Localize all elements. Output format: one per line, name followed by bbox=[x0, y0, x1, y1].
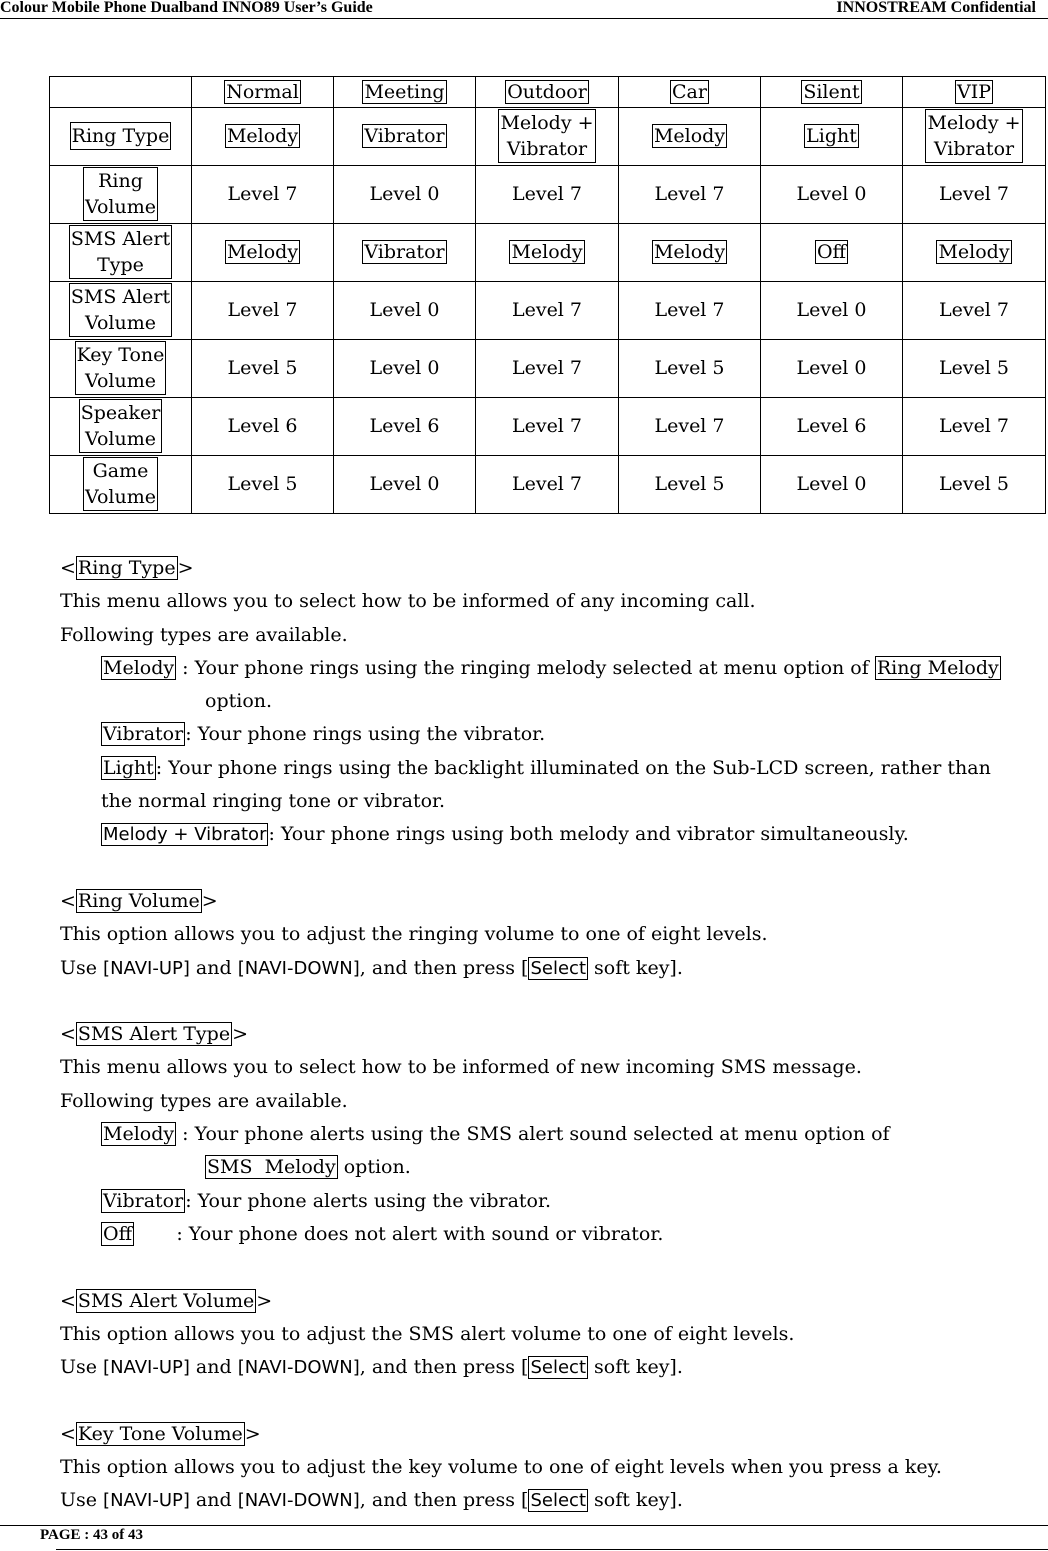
table-cell: Level 0 bbox=[761, 282, 903, 340]
table-row bbox=[50, 224, 1046, 282]
table-cell: Melody + Vibrator bbox=[476, 108, 619, 166]
paragraph: Following types are available. bbox=[60, 1089, 348, 1112]
table-cell: Level 7 bbox=[476, 398, 619, 456]
option-off: Off : Your phone does not alert with sound or vibrator. bbox=[103, 1222, 664, 1245]
table-cell: Level 7 bbox=[619, 282, 761, 340]
option-melody-vibrator: Melody + Vibrator : Your phone rings using both melody and vibrator simultaneously. bbox=[103, 823, 909, 846]
option-melody: Melody : Your phone alerts using the SMS alert sound selected at menu option of bbox=[103, 1123, 890, 1146]
column-header: Normal bbox=[192, 77, 334, 108]
table-cell: Melody bbox=[476, 224, 619, 282]
row-label: Game Volume bbox=[50, 456, 192, 514]
table-cell: Melody + Vibrator bbox=[903, 108, 1046, 166]
table-cell: Vibrator bbox=[334, 224, 476, 282]
table-cell: Level 0 bbox=[761, 456, 903, 514]
paragraph: This menu allows you to select how to be informed of new incoming SMS message. bbox=[60, 1056, 862, 1079]
table-cell: Level 6 bbox=[192, 398, 334, 456]
table-cell: Level 0 bbox=[761, 166, 903, 224]
document-body bbox=[60, 552, 1045, 1518]
paragraph: Following types are available. bbox=[60, 623, 348, 646]
table-cell: Off bbox=[761, 224, 903, 282]
table-cell: Level 7 bbox=[903, 166, 1046, 224]
table-cell: Level 0 bbox=[334, 340, 476, 398]
table-cell: Melody bbox=[903, 224, 1046, 282]
option-vibrator: Vibrator : Your phone alerts using the vibrator. bbox=[103, 1189, 551, 1212]
document-title: Colour Mobile Phone Dualband INNO89 User’s Guide bbox=[0, 0, 373, 16]
profile-settings-table bbox=[49, 76, 1046, 514]
paragraph: This option allows you to adjust the ringing volume to one of eight levels. bbox=[60, 923, 768, 946]
table-cell: Level 7 bbox=[192, 282, 334, 340]
table-cell: Level 0 bbox=[334, 166, 476, 224]
table-cell: Level 5 bbox=[192, 456, 334, 514]
table-cell: Level 6 bbox=[334, 398, 476, 456]
instruction: Use [NAVI-UP] and [NAVI-DOWN], and then press [ Select soft key]. bbox=[60, 1489, 683, 1512]
table-cell: Level 0 bbox=[761, 340, 903, 398]
table-cell: Level 7 bbox=[476, 456, 619, 514]
table-row bbox=[50, 398, 1046, 456]
option-melody: Melody : Your phone rings using the ringing melody selected at menu option of Ring Melody bbox=[103, 656, 999, 679]
table-cell: Vibrator bbox=[334, 108, 476, 166]
option-vibrator: Vibrator : Your phone rings using the vibrator. bbox=[103, 723, 546, 746]
page-footer bbox=[0, 1525, 1048, 1543]
option-melody-cont: SMS Melody option. bbox=[207, 1156, 411, 1179]
table-cell: Level 7 bbox=[619, 166, 761, 224]
table-cell: Melody bbox=[192, 108, 334, 166]
column-header: VIP bbox=[903, 77, 1046, 108]
row-label: Key Tone Volume bbox=[50, 340, 192, 398]
table-cell: Level 7 bbox=[476, 166, 619, 224]
table-row bbox=[50, 108, 1046, 166]
table-cell: Melody bbox=[619, 224, 761, 282]
table-row bbox=[50, 166, 1046, 224]
table-cell: Level 5 bbox=[619, 340, 761, 398]
option-melody-cont: option. bbox=[205, 690, 273, 713]
table-cell: Melody bbox=[619, 108, 761, 166]
column-header: Meeting bbox=[334, 77, 476, 108]
instruction: Use [NAVI-UP] and [NAVI-DOWN], and then press [ Select soft key]. bbox=[60, 956, 683, 979]
table-row bbox=[50, 340, 1046, 398]
column-header: Silent bbox=[761, 77, 903, 108]
section-heading: < SMS Alert Type > bbox=[60, 1023, 248, 1046]
table-cell: Level 7 bbox=[619, 398, 761, 456]
page-header bbox=[0, 0, 1048, 19]
table-cell: Level 7 bbox=[192, 166, 334, 224]
page-number: PAGE : 43 of 43 bbox=[40, 1527, 144, 1543]
section-heading: < Key Tone Volume > bbox=[60, 1422, 261, 1445]
table-cell: Level 0 bbox=[334, 456, 476, 514]
section-heading: < SMS Alert Volume > bbox=[60, 1289, 273, 1312]
table-cell: Level 5 bbox=[192, 340, 334, 398]
table-cell: Level 5 bbox=[903, 340, 1046, 398]
table-cell: Level 7 bbox=[476, 340, 619, 398]
table-row bbox=[50, 282, 1046, 340]
instruction: Use [NAVI-UP] and [NAVI-DOWN], and then press [ Select soft key]. bbox=[60, 1356, 683, 1379]
row-label: SMS Alert Type bbox=[50, 224, 192, 282]
confidential-label: INNOSTREAM Confidential bbox=[836, 0, 1036, 16]
table-cell: Level 0 bbox=[334, 282, 476, 340]
table-cell: Level 5 bbox=[619, 456, 761, 514]
table-cell: Level 7 bbox=[903, 398, 1046, 456]
row-label: Speaker Volume bbox=[50, 398, 192, 456]
option-light-cont: the normal ringing tone or vibrator. bbox=[101, 790, 446, 813]
table-cell: Melody bbox=[192, 224, 334, 282]
row-label: SMS Alert Volume bbox=[50, 282, 192, 340]
column-header: Car bbox=[619, 77, 761, 108]
table-cell: Light bbox=[761, 108, 903, 166]
table-header-row bbox=[50, 77, 1046, 108]
table-cell: Level 5 bbox=[903, 456, 1046, 514]
section-heading: < Ring Type > bbox=[60, 557, 194, 579]
table-cell: Level 6 bbox=[761, 398, 903, 456]
option-light: Light : Your phone rings using the backlight illuminated on the Sub-LCD screen, rather than bbox=[103, 756, 991, 779]
corner-cell bbox=[50, 77, 192, 108]
table-cell: Level 7 bbox=[476, 282, 619, 340]
table-row bbox=[50, 456, 1046, 514]
row-label: Ring Type bbox=[50, 108, 192, 166]
table-cell: Level 7 bbox=[903, 282, 1046, 340]
column-header: Outdoor bbox=[476, 77, 619, 108]
section-heading: < Ring Volume > bbox=[60, 889, 218, 912]
paragraph: This menu allows you to select how to be informed of any incoming call. bbox=[60, 590, 756, 613]
paragraph: This option allows you to adjust the SMS alert volume to one of eight levels. bbox=[60, 1322, 795, 1345]
row-label: Ring Volume bbox=[50, 166, 192, 224]
paragraph: This option allows you to adjust the key volume to one of eight levels when you press a key. bbox=[60, 1456, 942, 1479]
